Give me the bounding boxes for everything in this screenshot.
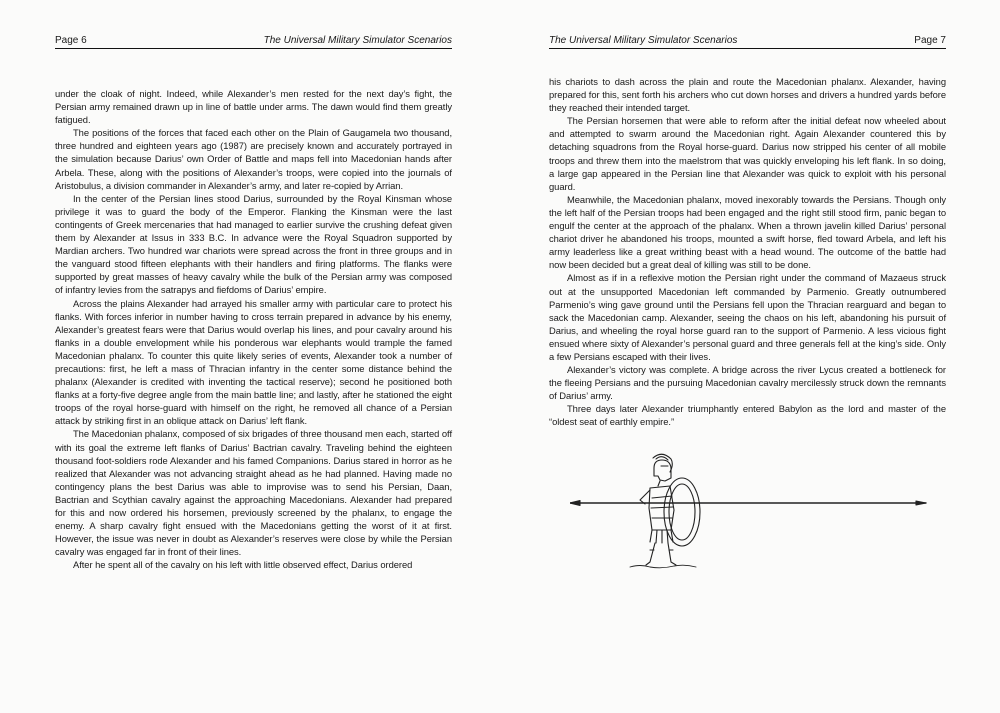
paragraph: Almost as if in a reflexive motion the Persian right under the command of Mazaeus struck out at the unsupported Macedonian left commanded by Parmenio. Greatly outnumbered Parmenio’s wing gave ground until the Persians fell upon the Thracian rearguard and began to sack the Macedonian camp. Alexander, seeing the chaos on his left, abandoning his pursuit of Darius, and wheeling the royal horse guard ran to the support of Parmenio. A less vicious fight ensued where sixty of Alexander’s personal guard and three generals fell at the king’s side. Only a few Persians escaped with their lives. <box>549 272 946 362</box>
hoplite-icon <box>570 450 930 570</box>
running-title: The Universal Military Simulator Scenarios <box>549 35 738 46</box>
hoplite-illustration <box>570 450 930 570</box>
right-page-body <box>549 75 946 429</box>
paragraph: After he spent all of the cavalry on his left with little observed effect, Darius ordered <box>73 559 413 571</box>
left-page-body <box>55 87 452 571</box>
paragraph: Three days later Alexander triumphantly entered Babylon as the lord and master of the “oldest seat of earthly empire.” <box>549 403 946 428</box>
right-page <box>500 0 1000 713</box>
right-page-header <box>549 34 946 49</box>
paragraph: Meanwhile, the Macedonian phalanx, moved inexorably towards the Persians. Though only the left half of the Persian troops had been engaged and the right still stood firm, panic began to engulf the center at the approach of the phalanx. When a thrown javelin killed Darius’ personal chariot driver he abandoned his troops, mounted a swift horse, fled toward Arbela, and left his army leaderless like a great writhing beast with a head wound. The outcome of the battle had now been decided but a great deal of killing was still to be done. <box>549 193 946 271</box>
paragraph: The Persian horsemen that were able to reform after the initial defeat now wheeled about and attempted to swarm around the Macedonian right. Again Alexander countered this by detaching squadrons from the Royal horse-guard. Darius now stripped his center of all mobile troops and threw them into the maelstrom that was quickly enveloping his left flank. In so doing, a large gap appeared in the Persian line that Alexander was quick to exploit with his personal guard. <box>549 115 946 192</box>
paragraph: In the center of the Persian lines stood Darius, surrounded by the Royal Kinsman whose privilege it was to guard the body of the Emperor. Flanking the Kinsman were the last contingents of Greek mercenaries that had managed to earlier survive the crushing defeat given them by Alexander at Issus in 333 B.C. In advance were the Royal Squadron supported by Mardian archers. Two hundred war chariots were spread across the front in three groups and in the vanguard stood fifteen elephants with their handlers and firing platforms. The flanks were supported by great masses of heavy cavalry while the bulk of the Persian army was composed of infantry levies from the satrapys and fiefdoms of Darius’ empire. <box>55 192 452 296</box>
paragraph: The Macedonian phalanx, composed of six brigades of three thousand men each, started off with its goal the extreme left flanks of Darius’ Bactrian cavalry. Traveling behind the eighteen thousand foot-soldiers rode Alexander and his famed Companions. Darius stared in horror as he realized that Alexander was not advancing straight ahead as he had planned. Having made no contingency plans the best Darius was able to improvise was to send his Persian, Daan, Bactrian and Scythian cavalry against the approaching Macedonians. Alexander had prepared for this and now ordered his horsemen, previously screened by the phalanx, to engage the enemy. A sharp cavalry fight ensued with the Macedonians getting the worst of it at first. However, the issue was never in doubt as Alexander’s reserves were close by while the Persian cavalry was engaged far in front of their lines. <box>55 428 452 558</box>
paragraph: Alexander’s victory was complete. A bridge across the river Lycus created a bottleneck for the fleeing Persians and the pursuing Macedonian cavalry mercilessly struck down the remnants of Darius’ army. <box>549 364 946 402</box>
left-page-header <box>55 34 452 49</box>
page-number: Page 7 <box>914 35 946 46</box>
paragraph: under the cloak of night. Indeed, while Alexander’s men rested for the next day’s fight, the Persian army remained drawn up in line of battle under arms. The dawn would find them greatly fatigued. <box>55 88 452 126</box>
paragraph: Across the plains Alexander had arrayed his smaller army with particular care to protect his flanks. With forces inferior in number having to cross terrain prepared in advance by his enemy, Alexander’s greatest fears were that Darius would overlap his lines, and pour cavalry around his flanks in a double envelopment while his ponderous war elephants would trample the famed Macedonian phalanx. To counter this quite likely series of events, Alexander took a number of precautions: first, he left a mass of Thracian infantry in the center some distance behind the phalanx (Alexander is credited with inventing the tactical reserve); second he positioned both flanks at a forty-five degree angle from the main battle line; and lastly, after he stationed the eight troops of the royal horse-guard with himself on the right, he removed all chance of a Persian attack by striking first in an oblique attack on Darius’ left flank. <box>55 297 452 427</box>
running-title: The Universal Military Simulator Scenarios <box>263 35 452 46</box>
paragraph: his chariots to dash across the plain and route the Macedonian phalanx. Alexander, having prepared for this, sent forth his archers who cut down horses and drivers a hundred yards before they reached their intended target. <box>549 76 946 114</box>
page-number: Page 6 <box>55 35 87 46</box>
paragraph: The positions of the forces that faced each other on the Plain of Gaugamela two thousand, three hundred and eighteen years ago (1987) are precisely known and accurately portrayed in the simulation because Darius’ own Order of Battle and maps fell into Macedonian hands after Arbela. These, along with the positions of Alexander’s troops, were copied into the journals of Aristobulus, a division commander in Alexander’s army, and later re-copied by Arrian. <box>55 127 452 191</box>
